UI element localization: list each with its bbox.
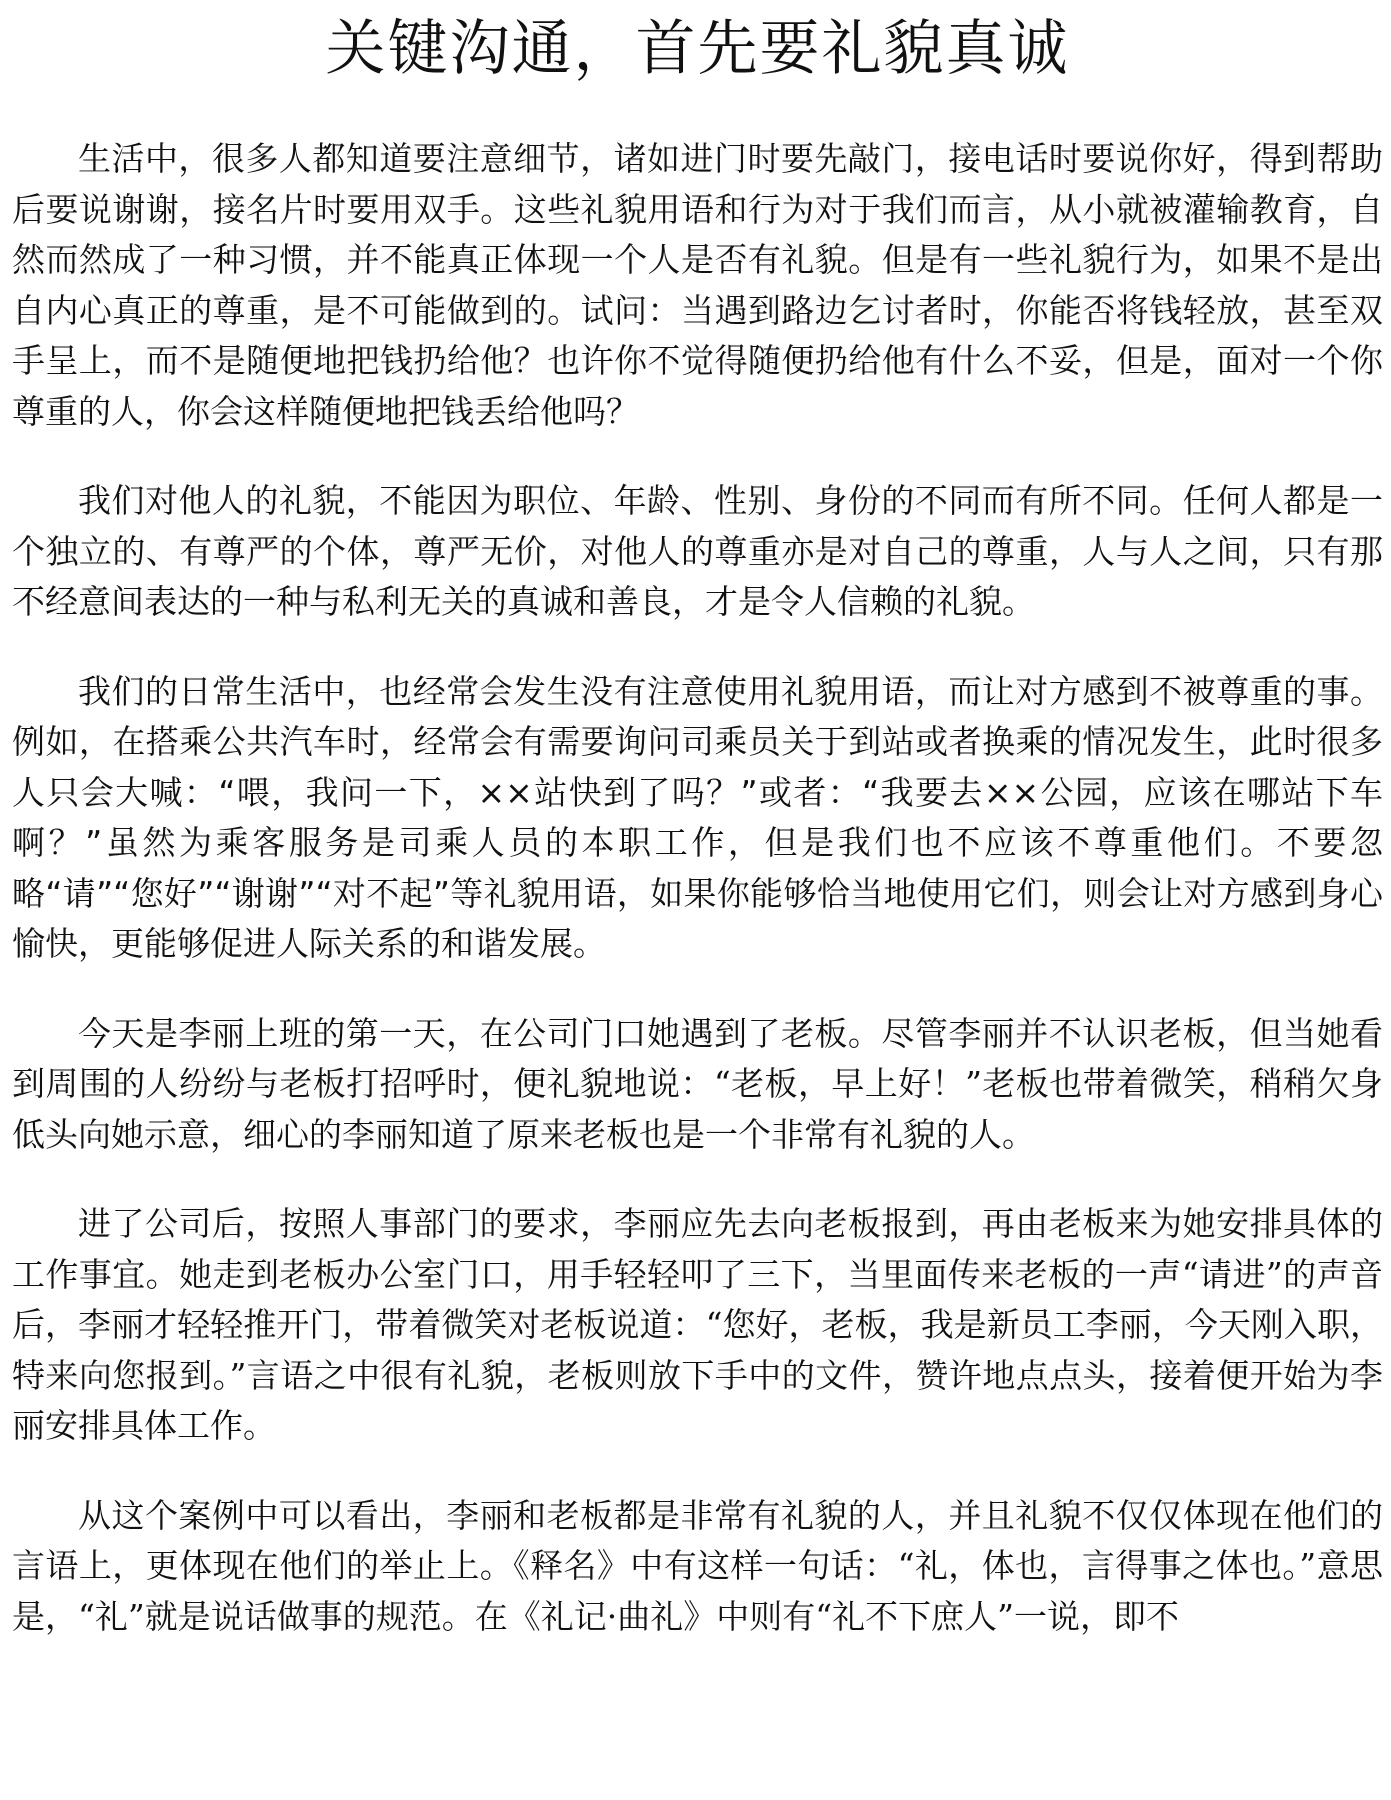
document-title: 关键沟通，首先要礼貌真诚 bbox=[325, 14, 1070, 84]
document-body bbox=[12, 134, 1383, 1642]
paragraph-2: 我们对他人的礼貌，不能因为职位、年龄、性别、身份的不同而有所不同。任何人都是一个独立的、有尊严的个体，尊严无价，对他人的尊重亦是对自己的尊重，人与人之间，只有那不经意间表达的一种与私利无关的真诚和善良，才是令人信赖的礼貌。 bbox=[12, 481, 1383, 621]
paragraph-4: 今天是李丽上班的第一天，在公司门口她遇到了老板。尽管李丽并不认识老板，但当她看到周围的人纷纷与老板打招呼时，便礼貌地说：“老板，早上好！”老板也带着微笑，稍稍欠身低头向她示意，细心的李丽知道了原来老板也是一个非常有礼貌的人。 bbox=[12, 1013, 1383, 1154]
paragraph-1: 生活中，很多人都知道要注意细节，诸如进门时要先敲门，接电话时要说你好，得到帮助后要说谢谢，接名片时要用双手。这些礼貌用语和行为对于我们而言，从小就被灌输教育，自然而然成了一种习惯，并不能真正体现一个人是否有礼貌。但是有一些礼貌行为，如果不是出自内心真正的尊重，是不可能做到的。试问：当遇到路边乞讨者时，你能否将钱轻放，甚至双手呈上，而不是随便地把钱扔给他？也许你不觉得随便扔给他有什么不妥，但是，面对一个你尊重的人，你会这样随便地把钱丢给他吗？ bbox=[12, 139, 1383, 431]
paragraph-3: 我们的日常生活中，也经常会发生没有注意使用礼貌用语，而让对方感到不被尊重的事。例如，在搭乘公共汽车时，经常会有需要询问司乘员关于到站或者换乘的情况发生，此时很多人只会大喊：“喂，我问一下，××站快到了吗？”或者：“我要去××公园，应该在哪站下车啊？”虽然为乘客服务是司乘人员的本职工作，但是我们也不应该不尊重他们。不要忽略“请”“您好”“谢谢”“对不起”等礼貌用语，如果你能够恰当地使用它们，则会让对方感到身心愉快，更能够促进人际关系的和谐发展。 bbox=[12, 671, 1383, 963]
paragraph-5: 进了公司后，按照人事部门的要求，李丽应先去向老板报到，再由老板来为她安排具体的工作事宜。她走到老板办公室门口，用手轻轻叩了三下，当里面传来老板的一声“请进”的声音后，李丽才轻轻推开门，带着微笑对老板说道：“您好，老板，我是新员工李丽，今天刚入职，特来向您报到。”言语之中很有礼貌，老板则放下手中的文件，赞许地点点头，接着便开始为李丽安排具体工作。 bbox=[12, 1204, 1383, 1445]
paragraph-6: 从这个案例中可以看出，李丽和老板都是非常有礼貌的人，并且礼貌不仅仅体现在他们的言语上，更体现在他们的举止上。《释名》中有这样一句话：“礼，体也，言得事之体也。”意思是，“礼”就是说话做事的规范。在《礼记·曲礼》中则有“礼不下庶人”一说，即不 bbox=[12, 1495, 1383, 1636]
